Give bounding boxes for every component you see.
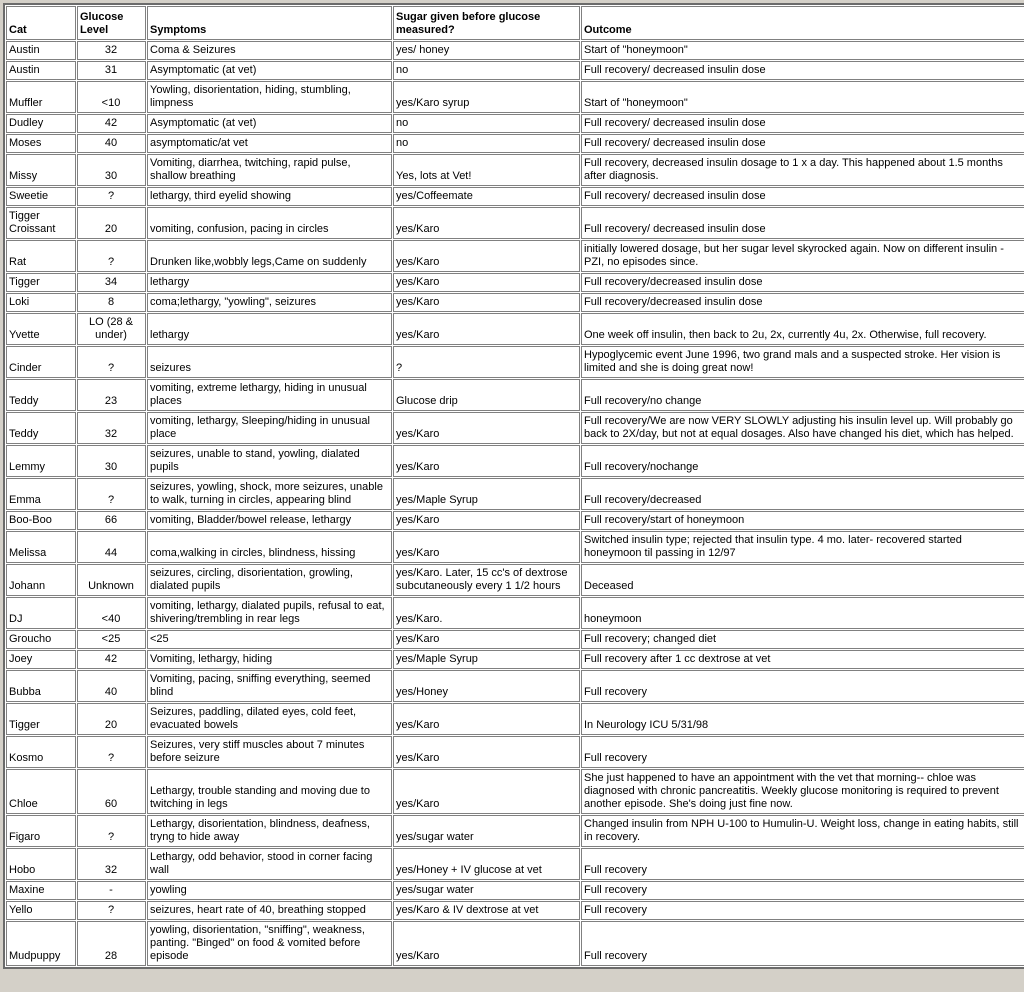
cell-sugar: yes/Karo	[393, 736, 580, 768]
table-row	[6, 650, 1024, 669]
cell-cat: Loki	[6, 293, 76, 312]
cell-symptoms: seizures, heart rate of 40, breathing stopped	[147, 901, 392, 920]
cell-cat: Rat	[6, 240, 76, 272]
cell-outcome: Full recovery	[581, 736, 1024, 768]
cell-outcome: Full recovery; changed diet	[581, 630, 1024, 649]
cell-outcome: Full recovery after 1 cc dextrose at vet	[581, 650, 1024, 669]
cell-glucose: -	[77, 881, 146, 900]
cell-glucose: <40	[77, 597, 146, 629]
cell-symptoms: <25	[147, 630, 392, 649]
column-header-outcome: Outcome	[581, 6, 1024, 40]
table-row	[6, 881, 1024, 900]
cell-sugar: no	[393, 61, 580, 80]
cell-glucose: Unknown	[77, 564, 146, 596]
cell-cat: Emma	[6, 478, 76, 510]
cell-sugar: yes/Karo	[393, 412, 580, 444]
cell-cat: Hobo	[6, 848, 76, 880]
cell-cat: Boo-Boo	[6, 511, 76, 530]
cell-cat: DJ	[6, 597, 76, 629]
cell-sugar: yes/Honey	[393, 670, 580, 702]
cell-cat: Figaro	[6, 815, 76, 847]
cell-outcome: Deceased	[581, 564, 1024, 596]
table-row	[6, 313, 1024, 345]
cell-cat: Bubba	[6, 670, 76, 702]
table-row	[6, 114, 1024, 133]
cell-symptoms: Lethargy, odd behavior, stood in corner facing wall	[147, 848, 392, 880]
cell-glucose: <10	[77, 81, 146, 113]
cell-outcome: Full recovery/ decreased insulin dose	[581, 187, 1024, 206]
table-row	[6, 346, 1024, 378]
cell-sugar: yes/Honey + IV glucose at vet	[393, 848, 580, 880]
cell-symptoms: Asymptomatic (at vet)	[147, 61, 392, 80]
table-row	[6, 187, 1024, 206]
cell-sugar: ?	[393, 346, 580, 378]
cell-symptoms: Seizures, paddling, dilated eyes, cold feet, evacuated bowels	[147, 703, 392, 735]
cell-outcome: In Neurology ICU 5/31/98	[581, 703, 1024, 735]
cell-symptoms: vomiting, extreme lethargy, hiding in unusual places	[147, 379, 392, 411]
cell-glucose: 40	[77, 134, 146, 153]
cell-cat: Sweetie	[6, 187, 76, 206]
cell-cat: Austin	[6, 41, 76, 60]
cell-symptoms: seizures, yowling, shock, more seizures, unable to walk, turning in circles, appearing blind	[147, 478, 392, 510]
cell-outcome: Full recovery	[581, 848, 1024, 880]
cell-glucose: 30	[77, 445, 146, 477]
cell-cat: Missy	[6, 154, 76, 186]
table-row	[6, 564, 1024, 596]
cell-glucose: 44	[77, 531, 146, 563]
cell-cat: Teddy	[6, 379, 76, 411]
cell-glucose: 23	[77, 379, 146, 411]
cell-cat: Melissa	[6, 531, 76, 563]
cell-glucose: 32	[77, 848, 146, 880]
cell-outcome: Full recovery/decreased insulin dose	[581, 293, 1024, 312]
cell-cat: Lemmy	[6, 445, 76, 477]
cell-glucose: 31	[77, 61, 146, 80]
cell-symptoms: seizures, circling, disorientation, growling, dialated pupils	[147, 564, 392, 596]
table-row	[6, 736, 1024, 768]
table-row	[6, 134, 1024, 153]
cell-glucose: <25	[77, 630, 146, 649]
table-row	[6, 154, 1024, 186]
table-row	[6, 273, 1024, 292]
cell-sugar: yes/Karo.	[393, 597, 580, 629]
table-row	[6, 630, 1024, 649]
cell-symptoms: coma;lethargy, "yowling", seizures	[147, 293, 392, 312]
cell-symptoms: Drunken like,wobbly legs,Came on suddenly	[147, 240, 392, 272]
cell-glucose: 34	[77, 273, 146, 292]
cell-outcome: Full recovery/no change	[581, 379, 1024, 411]
cell-outcome: Full recovery	[581, 921, 1024, 966]
table-row	[6, 670, 1024, 702]
cell-cat: Kosmo	[6, 736, 76, 768]
cell-cat: Maxine	[6, 881, 76, 900]
cell-symptoms: Asymptomatic (at vet)	[147, 114, 392, 133]
table-row	[6, 240, 1024, 272]
cell-glucose: 8	[77, 293, 146, 312]
cell-cat: Groucho	[6, 630, 76, 649]
table-row	[6, 511, 1024, 530]
cell-outcome: Full recovery/ decreased insulin dose	[581, 207, 1024, 239]
cell-symptoms: Vomiting, diarrhea, twitching, rapid pulse, shallow breathing	[147, 154, 392, 186]
table-row	[6, 597, 1024, 629]
table-row	[6, 412, 1024, 444]
cell-cat: Austin	[6, 61, 76, 80]
cell-sugar: yes/ honey	[393, 41, 580, 60]
cell-sugar: yes/sugar water	[393, 881, 580, 900]
cell-outcome: Hypoglycemic event June 1996, two grand mals and a suspected stroke. Her vision is limited and she is doing great now!	[581, 346, 1024, 378]
cell-outcome: Full recovery	[581, 670, 1024, 702]
cell-sugar: yes/Karo	[393, 703, 580, 735]
cell-glucose: 60	[77, 769, 146, 814]
cell-cat: Mudpuppy	[6, 921, 76, 966]
column-header-cat: Cat	[6, 6, 76, 40]
cell-cat: Teddy	[6, 412, 76, 444]
cell-cat: Dudley	[6, 114, 76, 133]
cell-sugar: no	[393, 134, 580, 153]
cell-cat: Yello	[6, 901, 76, 920]
cell-symptoms: yowling	[147, 881, 392, 900]
cell-sugar: Yes, lots at Vet!	[393, 154, 580, 186]
cell-cat: Johann	[6, 564, 76, 596]
header-row	[6, 6, 1024, 40]
cell-glucose: ?	[77, 901, 146, 920]
cell-symptoms: seizures	[147, 346, 392, 378]
cell-sugar: yes/Karo. Later, 15 cc's of dextrose subcutaneously every 1 1/2 hours	[393, 564, 580, 596]
cell-symptoms: lethargy, third eyelid showing	[147, 187, 392, 206]
cell-outcome: Switched insulin type; rejected that insulin type. 4 mo. later- recovered started honeymoon til passing in 12/97	[581, 531, 1024, 563]
table-row	[6, 815, 1024, 847]
column-header-glucose-level: Glucose Level	[77, 6, 146, 40]
cell-symptoms: Vomiting, pacing, sniffing everything, seemed blind	[147, 670, 392, 702]
cell-sugar: yes/Karo	[393, 531, 580, 563]
table-row	[6, 769, 1024, 814]
cell-outcome: Full recovery/nochange	[581, 445, 1024, 477]
table-row	[6, 81, 1024, 113]
table-row	[6, 901, 1024, 920]
table-row	[6, 703, 1024, 735]
cell-symptoms: Lethargy, trouble standing and moving due to twitching in legs	[147, 769, 392, 814]
table-row	[6, 478, 1024, 510]
cell-glucose: 42	[77, 650, 146, 669]
cell-glucose: ?	[77, 346, 146, 378]
cell-outcome: Full recovery	[581, 881, 1024, 900]
cell-cat: Joey	[6, 650, 76, 669]
cell-sugar: yes/Coffeemate	[393, 187, 580, 206]
cell-outcome: Full recovery/decreased	[581, 478, 1024, 510]
cell-glucose: 66	[77, 511, 146, 530]
cell-sugar: Glucose drip	[393, 379, 580, 411]
cell-glucose: 30	[77, 154, 146, 186]
column-header-sugar-given: Sugar given before glucose measured?	[393, 6, 580, 40]
cell-symptoms: Lethargy, disorientation, blindness, deafness, tryng to hide away	[147, 815, 392, 847]
cell-sugar: yes/Karo	[393, 445, 580, 477]
cell-outcome: She just happened to have an appointment with the vet that morning-- chloe was diagnosed with chronic pancreatitis. Weekly glucose monitoring is required to prevent another episode. She's doing just fine now.	[581, 769, 1024, 814]
cell-glucose: 20	[77, 703, 146, 735]
table-row	[6, 41, 1024, 60]
cell-sugar: yes/Maple Syrup	[393, 650, 580, 669]
cell-outcome: initially lowered dosage, but her sugar level skyrocked again. Now on different insulin - PZI, no episodes since.	[581, 240, 1024, 272]
cell-outcome: Full recovery/decreased insulin dose	[581, 273, 1024, 292]
cell-sugar: yes/sugar water	[393, 815, 580, 847]
cell-outcome: Changed insulin from NPH U-100 to Humulin-U. Weight loss, change in eating habits, still in recovery.	[581, 815, 1024, 847]
cell-cat: Tigger	[6, 273, 76, 292]
cell-glucose: 42	[77, 114, 146, 133]
cell-sugar: yes/Karo	[393, 769, 580, 814]
cell-symptoms: lethargy	[147, 273, 392, 292]
cell-sugar: yes/Karo syrup	[393, 81, 580, 113]
cell-symptoms: seizures, unable to stand, yowling, dialated pupils	[147, 445, 392, 477]
cell-cat: Tigger	[6, 703, 76, 735]
cell-outcome: honeymoon	[581, 597, 1024, 629]
cell-outcome: Full recovery/start of honeymoon	[581, 511, 1024, 530]
cell-outcome: Full recovery/We are now VERY SLOWLY adjusting his insulin level up. Will probably go back to 2X/day, but not at equal dosages. Also have changed his diet, which has helped.	[581, 412, 1024, 444]
cell-glucose: ?	[77, 240, 146, 272]
table-row	[6, 293, 1024, 312]
cell-sugar: yes/Karo	[393, 293, 580, 312]
cell-cat: Moses	[6, 134, 76, 153]
table-row	[6, 61, 1024, 80]
cell-glucose: ?	[77, 736, 146, 768]
cell-sugar: yes/Karo	[393, 207, 580, 239]
cell-symptoms: Yowling, disorientation, hiding, stumbling, limpness	[147, 81, 392, 113]
cat-hypoglycemia-table	[3, 3, 1024, 969]
cell-symptoms: Vomiting, lethargy, hiding	[147, 650, 392, 669]
cell-glucose: 28	[77, 921, 146, 966]
cell-outcome: One week off insulin, then back to 2u, 2x, currently 4u, 2x. Otherwise, full recovery.	[581, 313, 1024, 345]
cell-glucose: 20	[77, 207, 146, 239]
cell-cat: Muffler	[6, 81, 76, 113]
cell-glucose: 40	[77, 670, 146, 702]
cell-symptoms: Coma & Seizures	[147, 41, 392, 60]
cell-symptoms: yowling, disorientation, "sniffing", weakness, panting. "Binged" on food & vomited before episode	[147, 921, 392, 966]
cell-sugar: yes/Karo	[393, 630, 580, 649]
cell-cat: Yvette	[6, 313, 76, 345]
cell-cat: Tigger Croissant	[6, 207, 76, 239]
cell-sugar: yes/Karo	[393, 921, 580, 966]
cell-outcome: Full recovery/ decreased insulin dose	[581, 134, 1024, 153]
cell-symptoms: coma,walking in circles, blindness, hissing	[147, 531, 392, 563]
cell-cat: Cinder	[6, 346, 76, 378]
cell-symptoms: asymptomatic/at vet	[147, 134, 392, 153]
table-row	[6, 445, 1024, 477]
cell-sugar: yes/Karo & IV dextrose at vet	[393, 901, 580, 920]
cell-glucose: ?	[77, 478, 146, 510]
table-row	[6, 848, 1024, 880]
table-row	[6, 531, 1024, 563]
cell-symptoms: Seizures, very stiff muscles about 7 minutes before seizure	[147, 736, 392, 768]
cell-glucose: 32	[77, 412, 146, 444]
cell-sugar: yes/Karo	[393, 511, 580, 530]
cell-outcome: Start of "honeymoon"	[581, 41, 1024, 60]
cell-glucose: ?	[77, 187, 146, 206]
column-header-symptoms: Symptoms	[147, 6, 392, 40]
table-row	[6, 207, 1024, 239]
cell-outcome: Full recovery, decreased insulin dosage to 1 x a day. This happened about 1.5 months after diagnosis.	[581, 154, 1024, 186]
cell-sugar: yes/Karo	[393, 313, 580, 345]
cell-symptoms: vomiting, lethargy, Sleeping/hiding in unusual place	[147, 412, 392, 444]
cell-glucose: 32	[77, 41, 146, 60]
cell-sugar: yes/Karo	[393, 273, 580, 292]
cell-symptoms: vomiting, confusion, pacing in circles	[147, 207, 392, 239]
cell-symptoms: vomiting, Bladder/bowel release, lethargy	[147, 511, 392, 530]
cell-outcome: Full recovery/ decreased insulin dose	[581, 114, 1024, 133]
cell-symptoms: lethargy	[147, 313, 392, 345]
cell-sugar: yes/Karo	[393, 240, 580, 272]
cell-glucose: ?	[77, 815, 146, 847]
cell-sugar: no	[393, 114, 580, 133]
cell-outcome: Full recovery	[581, 901, 1024, 920]
cell-symptoms: vomiting, lethargy, dialated pupils, refusal to eat, shivering/trembling in rear legs	[147, 597, 392, 629]
cell-sugar: yes/Maple Syrup	[393, 478, 580, 510]
cell-glucose: LO (28 & under)	[77, 313, 146, 345]
cell-outcome: Start of "honeymoon"	[581, 81, 1024, 113]
table-row	[6, 379, 1024, 411]
cell-outcome: Full recovery/ decreased insulin dose	[581, 61, 1024, 80]
cell-cat: Chloe	[6, 769, 76, 814]
table-row	[6, 921, 1024, 966]
